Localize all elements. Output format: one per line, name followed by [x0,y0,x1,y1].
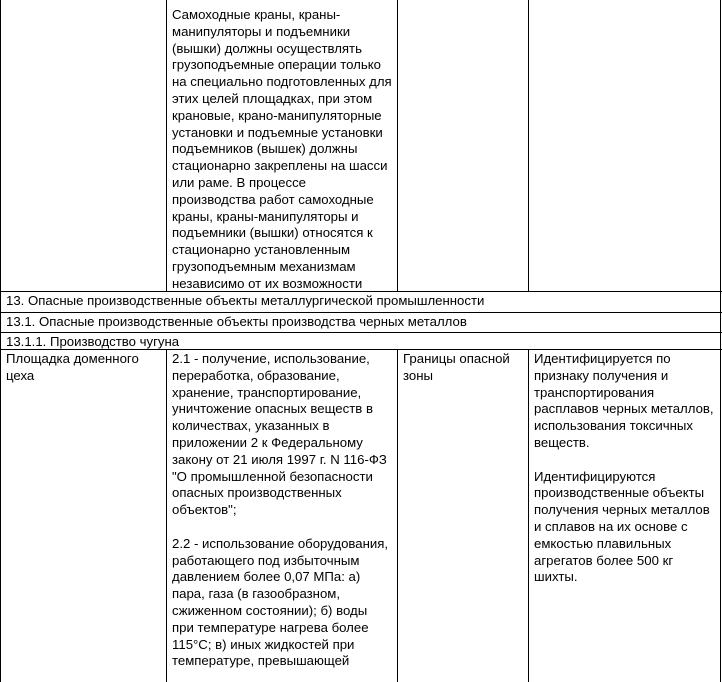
table-rule [397,0,398,291]
criteria-2-1: 2.1 - получение, использование, переработка, образование, хранение, транспортирование, уничтожение опасных веществ в количествах, указанных в приложении 2 к Федеральному закону от 21 июля 1997 г. N 116-ФЗ "О промышленной безопасности опасных производственных объектов"; [172,351,387,518]
top-row-text: Самоходные краны, краны-манипуляторы и подъемники (вышки) должны осуществлять грузоподъемные операции только на специально подготовленных для этих целей площадках, при этом крановые, крано-манипуляторные установки и подъемные установки подъемников (вышек) должны стационарно закреплены на шасси или раме. В процессе производства работ самоходные краны, краны-манипуляторы и подъемники (вышки) относятся к стационарно установленным грузоподъемным механизмам независимо от их возможности [172,7,392,291]
table-rule [0,349,722,350]
table-rule [0,332,722,333]
section-13-1-1-title: 13.1.1. Производство чугуна [6,334,180,349]
table-rule [720,0,721,682]
section-13-1-1-row [1,332,720,349]
object-name-cell [1,349,167,682]
section-13-row [1,291,720,312]
section-13-1-title: 13.1. Опасные производственные объекты производства черных металлов [6,314,467,329]
table-rule [166,0,167,291]
table-rule [0,312,722,313]
note-identification-1: Идентифицируется по признаку получения и транспортирования расплавов черных металлов, использования токсичных веществ. [534,351,714,450]
criteria-cell [167,349,398,682]
table-rule [528,0,529,291]
table-rule [397,349,398,682]
section-13-1-row [1,312,720,332]
note-cell [529,349,720,682]
object-name: Площадка доменного цеха [6,351,139,383]
top-row-criteria-cell [167,5,398,291]
note-identification-2: Идентифицируются производственные объекты получения черных металлов и сплавов на их основе с емкостью плавильных агрегатов более 500 кг шихты. [534,468,710,585]
table-rule [166,349,167,682]
table-rule [528,349,529,682]
table-rule [0,0,1,682]
table-rule [0,291,722,292]
section-13-title: 13. Опасные производственные объекты металлургической промышленности [6,293,485,308]
boundary-cell [398,349,529,682]
boundary-text: Границы опасной зоны [403,351,510,383]
criteria-2-2: 2.2 - использование оборудования, работающего под избыточным давлением более 0,07 МПа: а) пара, газа (в газообразном, сжиженном состоянии); б) воды при температуре нагрева более 115°С; в) иных жидкостей при температуре, превышающей [172,535,389,669]
